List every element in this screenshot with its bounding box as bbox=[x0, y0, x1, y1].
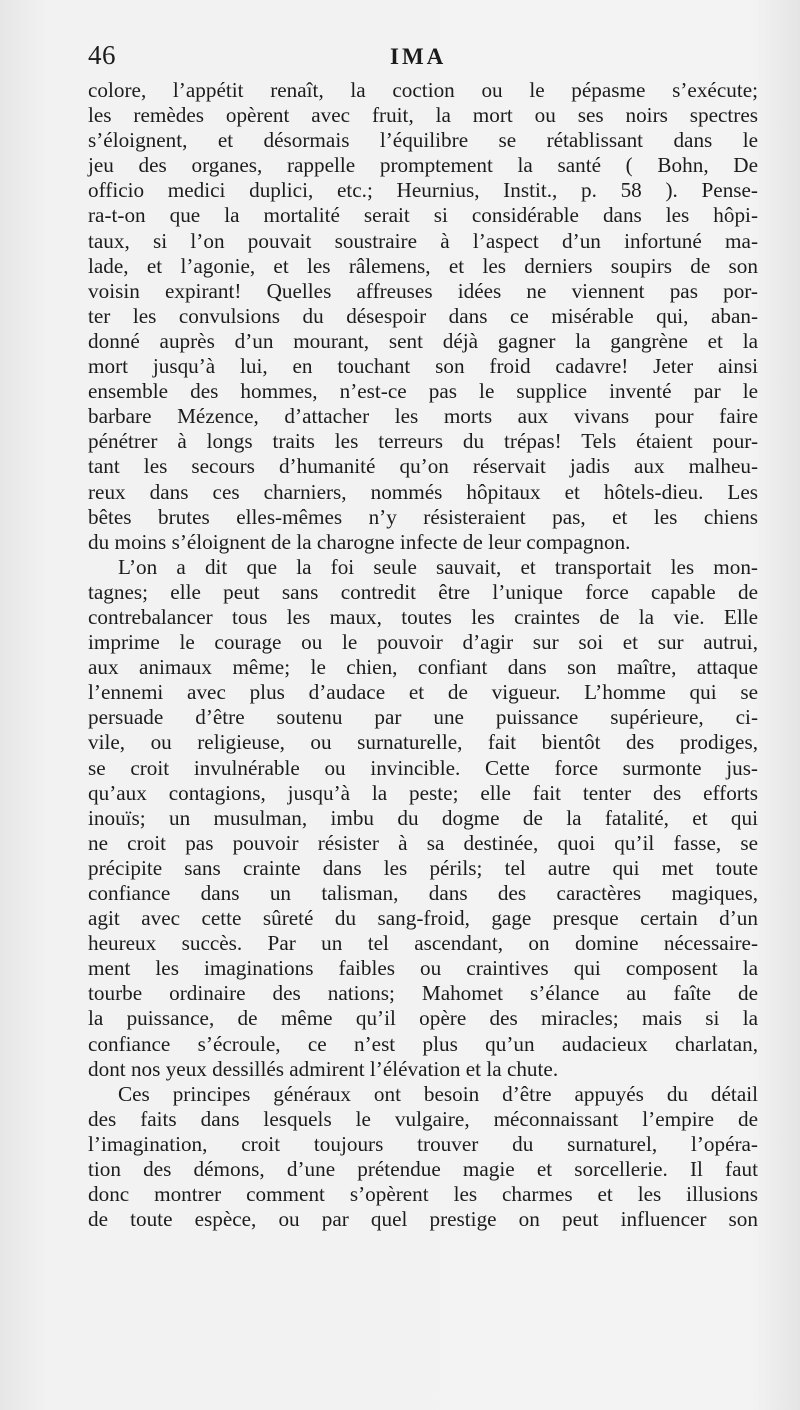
text-line: donc montrer comment s’opèrent les charmes et les illusions bbox=[88, 1182, 758, 1207]
text-line: heureux succès. Par un tel ascendant, on domine nécessaire- bbox=[88, 931, 758, 956]
text-line: ment les imaginations faibles ou craintives qui composent la bbox=[88, 956, 758, 981]
text-line: Ces principes généraux ont besoin d’être appuyés du détail bbox=[118, 1081, 758, 1106]
text-line: officio medici duplici, etc.; Heurnius, Instit., p. 58 ). Pense- bbox=[88, 178, 758, 203]
text-line: voisin expirant! Quelles affreuses idées ne viennent pas por- bbox=[88, 278, 758, 303]
text-line: taux, si l’on pouvait soustraire à l’aspect d’un infortuné ma- bbox=[88, 228, 758, 253]
text-line: donné auprès d’un mourant, sent déjà gagner la gangrène et la bbox=[88, 328, 758, 353]
text-line: agit avec cette sûreté du sang-froid, gage presque certain d’un bbox=[88, 906, 758, 931]
text-line: les remèdes opèrent avec fruit, la mort ou ses noirs spectres bbox=[88, 103, 758, 128]
text-line: vile, ou religieuse, ou surnaturelle, fait bientôt des prodiges, bbox=[88, 730, 758, 755]
text-line: jeu des organes, rappelle promptement la santé ( Bohn, De bbox=[88, 153, 758, 178]
text-line: tant les secours d’humanité qu’on réservait jadis aux malheu- bbox=[88, 454, 758, 479]
text-line: ter les convulsions du désespoir dans ce misérable qui, aban- bbox=[88, 303, 758, 328]
text-line: ra-t-on que la mortalité serait si considérable dans les hôpi- bbox=[88, 203, 758, 228]
text-line: du moins s’éloignent de la charogne infecte de leur compagnon. bbox=[88, 529, 631, 554]
text-line: l’ennemi avec plus d’audace et de vigueur. L’homme qui se bbox=[88, 680, 758, 705]
text-line: l’imagination, croit toujours trouver du surnaturel, l’opéra- bbox=[88, 1131, 758, 1156]
text-line: tagnes; elle peut sans contredit être l’unique force capable de bbox=[88, 579, 758, 604]
running-head: IMA bbox=[390, 44, 447, 69]
text-line: de toute espèce, ou par quel prestige on peut influencer son bbox=[88, 1207, 758, 1232]
text-line: s’éloignent, et désormais l’équilibre se rétablissant dans le bbox=[88, 128, 758, 153]
text-line: ensemble des hommes, n’est-ce pas le supplice inventé par le bbox=[88, 379, 758, 404]
text-line: confiance dans un talisman, dans des caractères magiques, bbox=[88, 881, 758, 905]
text-line: lade, et l’agonie, et les râlemens, et les derniers soupirs de son bbox=[88, 253, 758, 278]
text-line: inouïs; un musulman, imbu du dogme de la fatalité, et qui bbox=[88, 805, 758, 830]
text-line: se croit invulnérable ou invincible. Cette force surmonte jus- bbox=[88, 755, 758, 780]
text-line: la puissance, de même qu’il opère des miracles; mais si la bbox=[88, 1006, 758, 1031]
text-line: qu’aux contagions, jusqu’à la peste; elle fait tenter des efforts bbox=[88, 780, 758, 805]
text-line: pénétrer à longs traits les terreurs du trépas! Tels étaient pour- bbox=[88, 429, 758, 454]
text-line: tion des démons, d’une prétendue magie et sorcellerie. Il faut bbox=[88, 1157, 758, 1182]
page-header bbox=[88, 40, 758, 76]
text-line: tourbe ordinaire des nations; Mahomet s’élance au faîte de bbox=[88, 981, 758, 1006]
body-text bbox=[88, 78, 758, 1232]
text-line: contrebalancer tous les maux, toutes les craintes de la vie. Elle bbox=[88, 604, 758, 629]
text-line: précipite sans crainte dans les périls; tel autre qui met toute bbox=[88, 855, 758, 880]
text-line: colore, l’appétit renaît, la coction ou le pépasme s’exécute; bbox=[88, 78, 758, 102]
text-line: barbare Mézence, d’attacher les morts aux vivans pour faire bbox=[88, 404, 758, 429]
text-line: L’on a dit que la foi seule sauvait, et transportait les mon- bbox=[118, 554, 758, 579]
text-line: mort jusqu’à lui, en touchant son froid cadavre! Jeter ainsi bbox=[88, 354, 758, 379]
text-line: reux dans ces charniers, nommés hôpitaux et hôtels-dieu. Les bbox=[88, 479, 758, 504]
text-line: ne croit pas pouvoir résister à sa destinée, quoi qu’il fasse, se bbox=[88, 830, 758, 855]
text-line: confiance s’écroule, ce n’est plus qu’un audacieux charlatan, bbox=[88, 1031, 758, 1056]
text-line: persuade d’être soutenu par une puissance supérieure, ci- bbox=[88, 705, 758, 730]
text-line: imprime le courage ou le pouvoir d’agir sur soi et sur autrui, bbox=[88, 630, 758, 655]
text-line: dont nos yeux dessillés admirent l’élévation et la chute. bbox=[88, 1056, 559, 1081]
text-line: aux animaux même; le chien, confiant dans son maître, attaque bbox=[88, 655, 758, 680]
text-line: des faits dans lesquels le vulgaire, méconnaissant l’empire de bbox=[88, 1106, 758, 1131]
text-line: bêtes brutes elles-mêmes n’y résisteraient pas, et les chiens bbox=[88, 504, 758, 529]
page-number: 46 bbox=[88, 40, 116, 70]
